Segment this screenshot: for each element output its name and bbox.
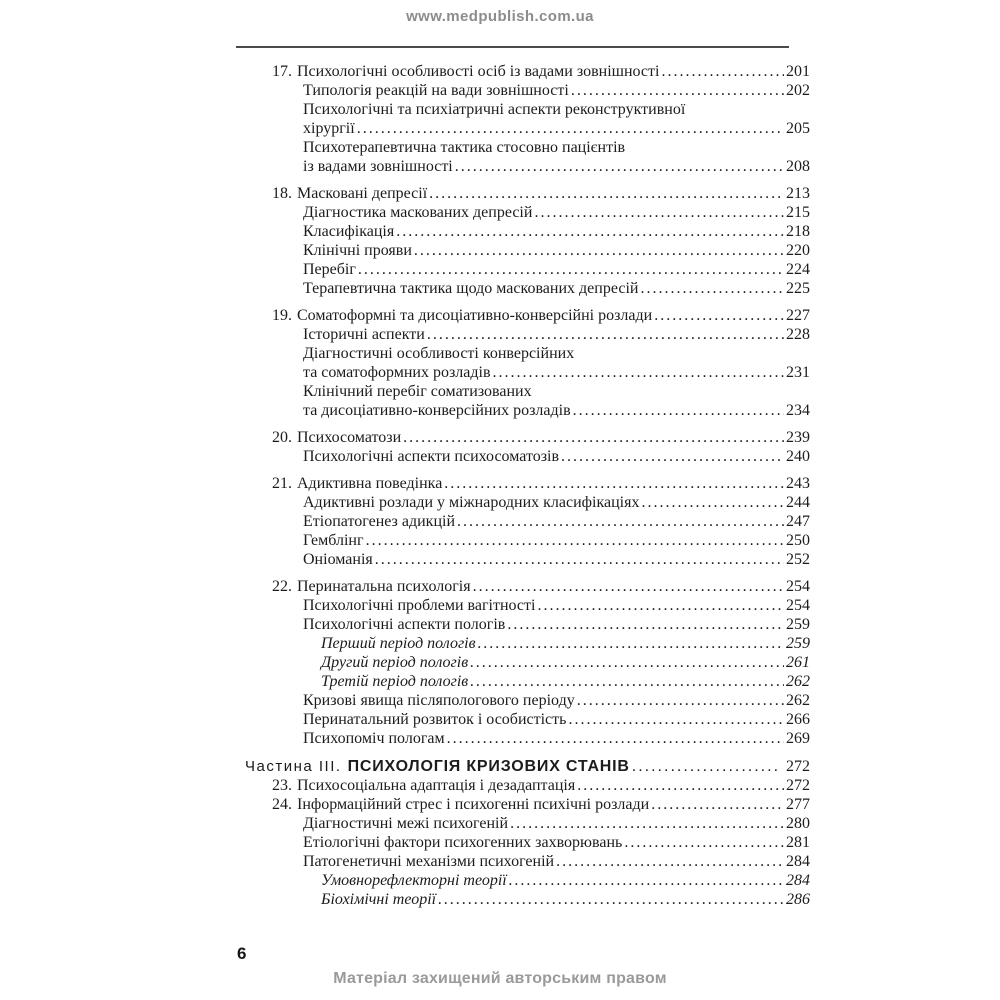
toc-page-number: 240 [786,448,810,465]
toc-entry-title: Психопоміч пологам [303,730,445,747]
toc-page-number: 239 [786,429,810,446]
dot-leader [510,814,784,833]
toc-page-number: 213 [786,185,810,202]
toc-entry [236,795,810,814]
dot-leader [534,203,784,222]
toc-page-number: 284 [786,872,810,889]
header-website-url: www.medpublish.com.ua [406,8,594,25]
toc-entry [236,776,810,795]
toc-entry-title: Умовнорефлекторні теорії [321,872,507,889]
toc-entry-title: Психологічні аспекти пологів [303,616,506,633]
toc-entry [236,119,810,138]
toc-entry-title: Психологічні та психіатричні аспекти реконструктивної [303,101,686,118]
toc-entry-title: Етіологічні фактори психогенних захворювань [303,834,623,851]
toc-chapter-number: 20. [272,429,292,446]
dot-leader [561,447,784,466]
dot-leader [455,157,784,176]
dot-leader [641,493,784,512]
dot-leader [447,729,784,748]
toc-chapter-number: 24. [272,796,292,813]
toc-entry-title: Психологічні аспекти психосоматозів [303,448,560,465]
toc-entry [236,577,810,596]
toc-chapter-number: 23. [272,777,292,794]
toc-entry-title: Психологічні особливості осіб із вадами зовнішності [297,63,660,80]
footer-page-number: 6 [237,944,247,963]
toc-page-number: 208 [786,158,810,175]
dot-leader [577,691,784,710]
toc-entry-title: Другий період пологів [321,654,469,671]
toc-entry [236,615,810,634]
toc-page-number: 205 [786,120,810,137]
dot-leader [654,306,784,325]
toc-entry [236,325,810,344]
toc-entry [236,550,810,569]
toc-entry-title: хірургії [303,120,355,137]
toc-page-number: 247 [786,513,810,530]
toc-entry [236,382,810,401]
toc-entry [236,474,810,493]
toc-entry [236,184,810,203]
toc-entry [236,344,810,363]
toc-list [236,54,810,909]
toc-entry-title: Гемблінг [303,532,364,549]
toc-entry [236,871,810,890]
toc-chapter-number: 21. [272,475,292,492]
toc-entry-title: Третій період пологів [321,673,469,690]
toc-entry [236,138,810,157]
dot-leader [651,795,784,814]
toc-entry [236,672,810,691]
toc-entry [236,447,810,466]
toc-page-number: 244 [786,494,810,511]
dot-leader [556,852,784,871]
toc-entry-title: Історичні аспекти [303,326,425,343]
dot-leader [537,596,784,615]
dot-leader [396,222,784,241]
toc-entry [236,634,810,653]
toc-entry-title: та дисоціативно-конверсійних розладів [303,402,571,419]
toc-page-number: 281 [786,834,810,851]
toc-page-number: 277 [786,796,810,813]
toc-entry-title: Клінічні прояви [303,242,412,259]
toc-entry [236,363,810,382]
toc-part-title: ПСИХОЛОГІЯ КРИЗОВИХ СТАНІВ [347,758,630,775]
toc-chapter-number: 19. [272,307,292,324]
dot-leader [571,81,784,100]
toc-entry-title: Інформаційний стрес і психогенні психічні розлади [297,796,650,813]
toc-page-number: 215 [786,204,810,221]
toc-entry [236,81,810,100]
toc-page-number: 202 [786,82,810,99]
dot-leader [438,890,784,909]
toc-page-number: 234 [786,402,810,419]
toc-entry-title: та соматоформних розладів [303,364,491,381]
toc-entry [236,222,810,241]
toc-entry-title: із вадами зовнішності [303,158,453,175]
toc-entry-title: Діагностичні особливості конверсійних [303,345,575,362]
dot-leader [444,474,784,493]
toc-page-number: 259 [786,616,810,633]
toc-entry [236,596,810,615]
dot-leader [470,653,784,672]
dot-leader [573,401,784,420]
toc-page-number: 266 [786,711,810,728]
dot-leader [478,634,784,653]
toc-entry-title: Діагностичні межі психогеній [303,815,509,832]
toc-page-number: 250 [786,532,810,549]
toc-page-number: 259 [786,635,810,652]
toc-entry-title: Перший період пологів [321,635,476,652]
dot-leader [366,531,784,550]
toc-entry-title: Перинатальна психологія [297,578,471,595]
toc-entry-title: Адиктивні розлади у міжнародних класифікаціях [303,494,640,511]
toc-entry [236,710,810,729]
toc-entry [236,890,810,909]
toc-page-number: 269 [786,730,810,747]
dot-leader [509,871,784,890]
toc-page-number: 225 [786,280,810,297]
dot-leader [358,260,784,279]
dot-leader [493,363,785,382]
toc-entry [236,306,810,325]
dot-leader [632,757,780,776]
toc-entry [236,100,810,119]
toc-entry [236,241,810,260]
toc-entry [236,62,810,81]
toc-entry [236,428,810,447]
toc-page-number: 280 [786,815,810,832]
toc-page-number: 243 [786,475,810,492]
dot-leader [375,550,784,569]
toc-entry-title: Психологічні проблеми вагітності [303,597,536,614]
toc-page-number: 261 [786,654,810,671]
dot-leader [507,615,784,634]
toc-entry [236,512,810,531]
toc-entry-title: Перинатальний розвиток і особистість [303,711,567,728]
toc-entry [236,203,810,222]
toc-entry-title: Психосоматози [297,429,402,446]
toc-entry [236,260,810,279]
toc-entry-title: Перебіг [303,261,356,278]
toc-entry-title: Патогенетичні механізми психогеній [303,853,555,870]
toc-entry [236,691,810,710]
toc-entry-title: Адиктивна поведінка [297,475,443,492]
toc-entry [236,814,810,833]
dot-leader [414,241,784,260]
toc-entry [236,531,810,550]
toc-entry [236,852,810,871]
dot-leader [357,119,784,138]
toc-page-number: 201 [786,63,810,80]
dot-leader [568,710,784,729]
toc-page-number: 231 [786,364,810,381]
toc-entry-title: Оніоманія [303,551,373,568]
toc-page-number: 254 [786,597,810,614]
toc-part-label: Частина III. [245,758,342,775]
toc-entry [236,157,810,176]
toc-page-number: 272 [786,758,810,775]
toc-page-number: 272 [786,777,810,794]
toc-entry [236,653,810,672]
dot-leader [661,62,784,81]
toc-entry-title: Соматоформні та дисоціативно-конверсійні розлади [297,307,653,324]
toc-chapter-number: 17. [272,63,292,80]
toc-entry-title: Біохімічні теорії [321,891,437,908]
toc-page-number: 286 [786,891,810,908]
toc-chapter-number: 18. [272,185,292,202]
toc-entry-title: Психосоціальна адаптація і дезадаптація [297,777,576,794]
toc-part-heading [236,757,810,776]
toc-page-number: 227 [786,307,810,324]
dot-leader [427,325,784,344]
toc-page-number: 224 [786,261,810,278]
toc-entry-title: Етіопатогенез адикцій [303,513,456,530]
toc-entry [236,729,810,748]
toc-entry-title: Кризові явища післяпологового періоду [303,692,575,709]
toc-entry-title: Клінічний перебіг соматизованих [303,383,532,400]
toc-page-number: 262 [786,673,810,690]
dot-leader [640,279,784,298]
toc-chapter-number: 22. [272,578,292,595]
toc-page-number: 284 [786,853,810,870]
toc-page-number: 254 [786,578,810,595]
toc-entry [236,279,810,298]
dot-leader [624,833,784,852]
dot-leader [403,428,784,447]
dot-leader [470,672,784,691]
dot-leader [429,184,784,203]
toc-entry [236,401,810,420]
dot-leader [457,512,784,531]
header-rule [236,46,789,48]
copyright-notice: Матеріал захищений авторським правом [333,970,667,987]
toc-entry-title: Масковані депресії [297,185,428,202]
toc-entry-title: Діагностика маскованих депресій [303,204,533,221]
toc-entry-title: Типологія реакцій на вади зовнішності [303,82,569,99]
toc-entry [236,493,810,512]
toc-page-number: 220 [786,242,810,259]
dot-leader [473,577,784,596]
toc-page-number: 228 [786,326,810,343]
toc-entry-title: Терапевтична тактика щодо маскованих депресій [303,280,639,297]
toc-entry [236,833,810,852]
dot-leader [577,776,784,795]
toc-page-number: 252 [786,551,810,568]
toc-page-number: 218 [786,223,810,240]
toc-entry-title: Психотерапевтична тактика стосовно пацієнтів [303,139,626,156]
toc-page-number: 262 [786,692,810,709]
toc-entry-title: Класифікація [303,223,395,240]
